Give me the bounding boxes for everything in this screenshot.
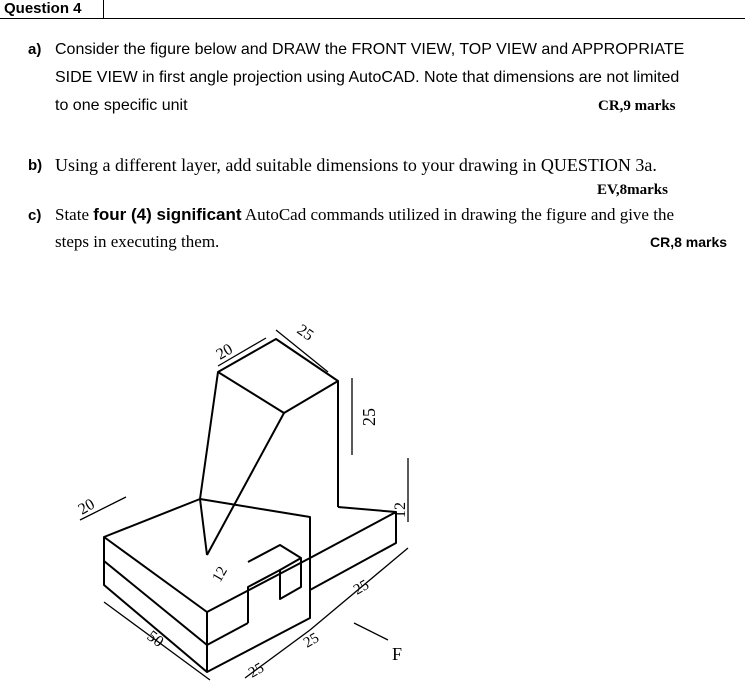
part-c-marks: CR,8 marks: [650, 234, 728, 250]
part-a-line-2: SIDE VIEW in first angle projection using AutoCAD. Note that dimensions are not limited: [55, 69, 680, 86]
view-label-f: F: [392, 644, 403, 664]
dim-front-a: 25: [246, 660, 267, 682]
dimension-lines: [80, 330, 408, 680]
dim-top-depth: 25: [293, 321, 317, 345]
part-c-label: c): [28, 207, 42, 224]
part-c-pre: State: [55, 205, 94, 224]
dim-length: 50: [143, 627, 167, 651]
dim-left-depth: 20: [75, 495, 98, 519]
part-a-line-1: Consider the figure below and DRAW the FRONT VIEW, TOP VIEW and APPROPRIATE: [55, 41, 685, 58]
slot-outline: [248, 545, 301, 623]
isometric-figure: [70, 300, 450, 684]
slope-edge: [207, 413, 284, 555]
header-divider: [103, 0, 104, 19]
dim-top-width: 20: [213, 340, 236, 364]
dim-front-b: 25: [301, 630, 322, 652]
view-arrow-line: [354, 623, 388, 640]
question-header: [0, 0, 745, 20]
part-a-label: a): [28, 41, 42, 58]
dim-step-height: 12: [392, 502, 409, 518]
part-b-label: b): [28, 157, 43, 174]
upper-top-edge-2: [284, 381, 338, 413]
part-b-text: Using a different layer, add suitable dimensions to your drawing in QUESTION 3a.: [55, 155, 657, 175]
base-left-face: [104, 537, 207, 672]
upper-top-edge: [218, 372, 284, 413]
dim-height-upper: 25: [359, 408, 379, 426]
part-a-marks: CR,9 marks: [598, 98, 676, 114]
part-c-line-2: steps in executing them.: [55, 232, 220, 251]
part-c-mid: AutoCad commands utilized in drawing the figure and give the: [241, 205, 674, 224]
part-b-marks: EV,8marks: [597, 182, 668, 198]
part-c-bold: four (4) significant: [93, 205, 242, 224]
dim-slot-height: 12: [209, 564, 231, 585]
question-title: Question 4: [4, 0, 82, 17]
part-c-line-1: [55, 203, 674, 227]
header-rule: [0, 18, 745, 19]
slope-edge-2: [200, 499, 207, 555]
dim-front-c: 25: [351, 577, 372, 599]
base-step-line-2: [207, 623, 248, 645]
part-a-line-3: to one specific unit: [55, 97, 188, 114]
